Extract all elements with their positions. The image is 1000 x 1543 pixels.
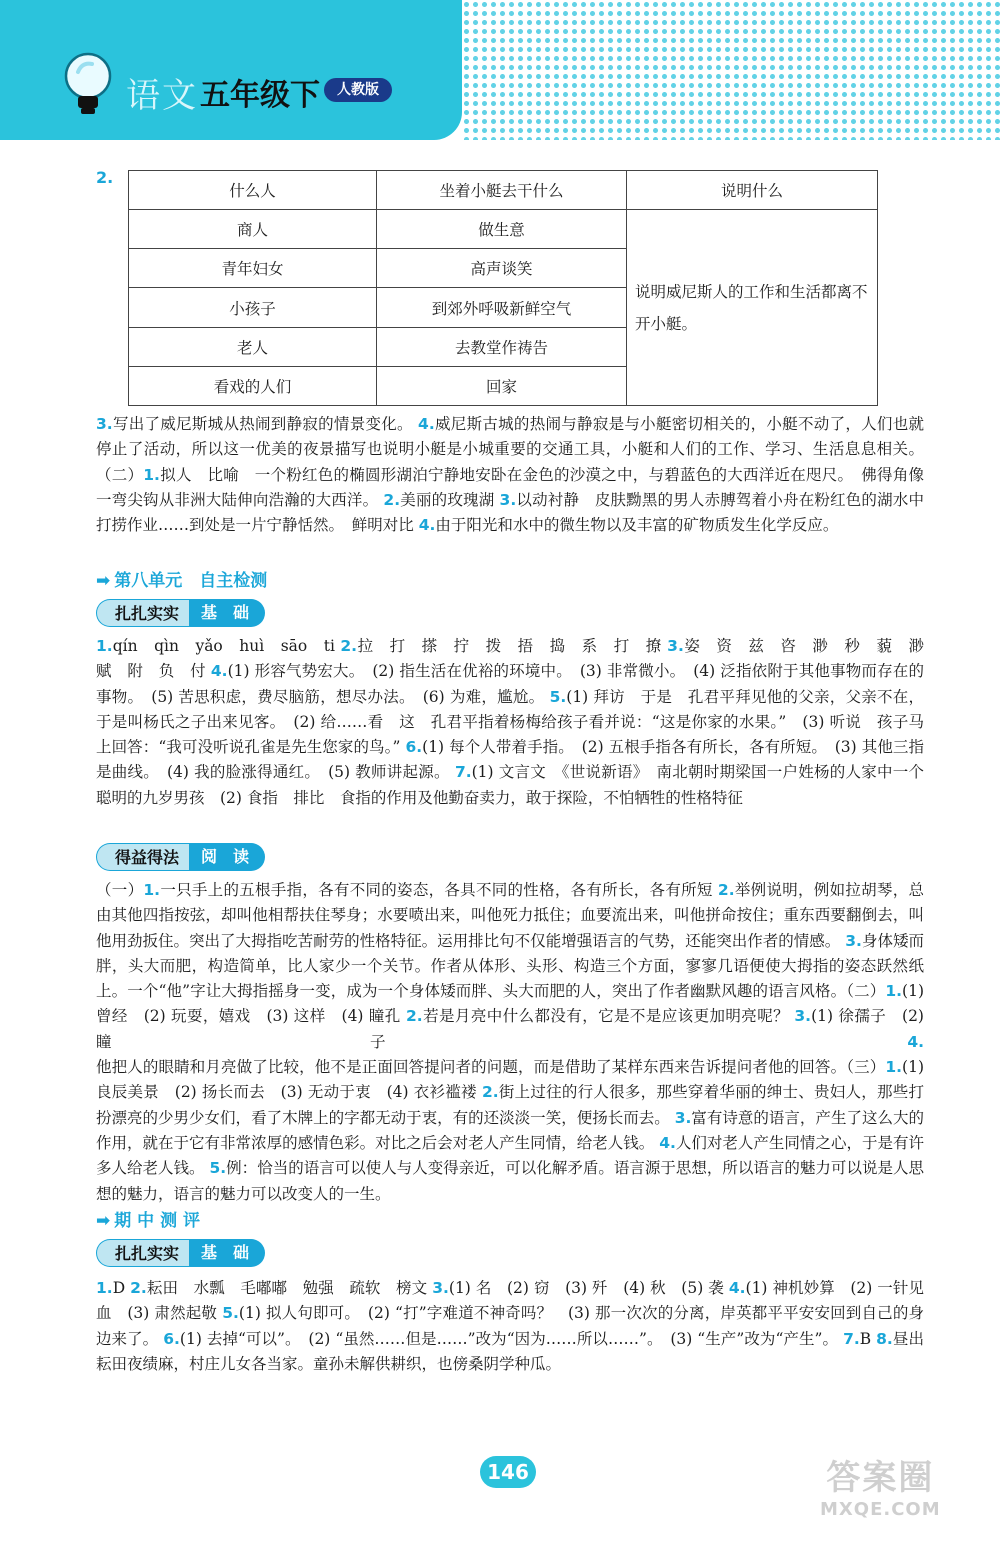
question-number: 2. <box>717 881 735 899</box>
answer-table <box>128 170 878 406</box>
table-header-cell: 坐着小艇去干什么 <box>377 171 627 210</box>
question-number: 1. <box>143 465 160 484</box>
page-number: 146 <box>480 1456 536 1488</box>
answer-text: 写出了威尼斯城从热闹到静寂的情景变化。 <box>112 415 413 433</box>
question-number: 3. <box>674 1108 692 1127</box>
question-number: 1. <box>143 881 161 899</box>
section-tag-left: 得益得法 <box>96 843 189 871</box>
answer-text: D <box>112 1279 126 1297</box>
answer-text: B <box>859 1329 872 1348</box>
unit-8-title <box>96 566 267 591</box>
question-number: 4. <box>907 1032 924 1051</box>
answer-text: (1) 曾经 (2) 玩耍，嬉戏 (3) 这样 (4) 瞳孔 <box>96 982 924 1026</box>
table-header-cell: 什么人 <box>129 171 377 210</box>
answer-text: 举例说明，例如拉胡琴，总由其他四指按弦，却叫他相帮扶住琴身；水要喷出来，叫他死力抵住；血要流出来，叫他拼命按住；重东西要翻倒去，叫他用劲扳住。突出了大拇指吃苦耐劳的性格特征。运用排比句不仅能增强语言的气势，还能突出作者的情感。 <box>96 881 924 950</box>
question-number: 5. <box>209 1159 227 1178</box>
answer-text: (1) 去掉“可以”。 (2) “虽然……但是……”改为“因为……所以……”。 (3) “生产”改为“产生”。 <box>179 1329 839 1348</box>
question-number: 4. <box>418 516 436 535</box>
question-number: 4. <box>418 415 435 433</box>
question-number: 5. <box>222 1304 239 1323</box>
answer-text: (1) 徐孺子 (2) 瞳子 <box>96 1007 924 1051</box>
question-number: 3. <box>96 415 113 433</box>
table-cell: 青年妇女 <box>129 249 377 288</box>
table-header-cell: 说明什么 <box>627 171 878 210</box>
question-number: 2. <box>383 490 401 509</box>
watermark-text: 答案圈 <box>826 1458 935 1498</box>
table-row <box>129 210 878 249</box>
midterm-title <box>96 1206 200 1231</box>
answer-text: 姿 资 兹 咨 渺 秒 藐 渺 赋 附 负 付 <box>96 637 940 681</box>
answers-paragraph-1 <box>96 412 924 538</box>
arrow-right-icon: ➡ <box>96 1211 111 1231</box>
question-number: 3. <box>794 1007 812 1026</box>
section-tag-right: 阅 读 <box>189 843 265 871</box>
answer-text: (1) 神机妙算 (2) 一针见血 (3) 肃然起敬 <box>96 1279 924 1323</box>
answer-text: (1) 拜访 于是 孔君平拜见他的父亲，父亲不在，于是叫杨氏之子出来见客。 (2) 给……看 这 孔君平指着杨梅给孩子看并说：“这是你家的水果。” (3) 听说 孩子马上回答：“我可没听说孔雀是先生您家的鸟。” <box>96 687 924 757</box>
answer-text: 拟人 比喻 一个粉红色的椭圆形湖泊宁静地安卧在金色的沙漠之中，与碧蓝色的大西洋近在咫尺。 佛得角像一弯尖钩从非洲大陆伸向浩瀚的大西洋。 <box>96 465 924 509</box>
subject-label: 语文 <box>126 76 198 116</box>
answer-text: 威尼斯古城的热闹与静寂是与小艇密切相关的，小艇不动了，人们也就停止了活动，所以这一优美的夜景描写也说明小艇是小城重要的交通工具，小艇和人们的工作、学习、生活息息相关。（二） <box>96 415 924 484</box>
grade-label: 五年级下 <box>200 78 320 113</box>
question-number: 2. <box>130 1279 147 1297</box>
answer-text: 若是月亮中什么都没有，它是不是应该更加明亮呢？ <box>422 1007 790 1026</box>
table-cell: 回家 <box>377 366 627 405</box>
section-tag-right: 基 础 <box>189 1239 265 1267</box>
question-number: 3. <box>499 490 517 509</box>
answer-text: (1) 形容气势宏大。 (2) 指生活在优裕的环境中。 (3) 非常微小。 (4) 泛指依附于其他事物而存在的事物。 (5) 苦思积虑，费尽脑筋，想尽办法。 (6) 为难，尴尬。 <box>96 662 924 706</box>
question-2-number: 2. <box>96 168 114 187</box>
question-number: 4. <box>210 662 228 681</box>
table-cell: 到郊外呼吸新鲜空气 <box>377 288 627 327</box>
question-number: 1. <box>96 1279 113 1297</box>
question-number: 3. <box>432 1279 449 1297</box>
question-number: 6. <box>405 738 423 757</box>
answer-text: (1) 每个人带着手指。 (2) 五根手指各有所长，各有所短。 (3) 其他三指是曲线。 (4) 我的脸涨得通红。 (5) 教师讲起源。 <box>96 738 925 782</box>
table-cell: 小孩子 <box>129 288 377 327</box>
question-number: 7. <box>454 763 472 782</box>
answer-text: （一） <box>96 881 144 899</box>
question-number: 2. <box>481 1083 499 1102</box>
answer-text: 一只手上的五根手指，各有不同的姿态，各具不同的性格，各有所长，各有所短 <box>160 881 713 899</box>
answer-text: 美丽的玫瑰湖 <box>400 490 495 509</box>
question-number: 3. <box>667 637 684 655</box>
section-tag-right: 基 础 <box>189 599 265 627</box>
question-number: 1. <box>885 1058 903 1077</box>
answer-text: 耘田 水瓢 毛嘟嘟 勉强 疏软 榜文 <box>146 1279 428 1297</box>
answer-text: 他把人的眼睛和月亮做了比较，他不是正面回答提问者的问题，而是借助了某样东西来告诉提问者他的回答。（三） <box>96 1058 886 1077</box>
table-cell: 商人 <box>129 210 377 249</box>
header-dot-pattern <box>462 0 1000 140</box>
question-number: 2. <box>340 637 358 655</box>
table-cell: 去教堂作祷告 <box>377 327 627 366</box>
answer-text: (1) 良辰美景 (2) 扬长而去 (3) 无动于衷 (4) 衣衫褴褛 <box>96 1058 924 1102</box>
answer-text: 拉 打 搽 拧 拨 捂 捣 系 打 撩 <box>357 637 662 655</box>
answer-text: 富有诗意的语言，产生了这么大的作用，就在于它有非常浓厚的感情色彩。对比之后会对老人产生同情，给老人钱。 <box>96 1108 924 1152</box>
midterm-title-text: 期 中 测 评 <box>114 1211 201 1231</box>
section-tag-basics <box>96 598 265 628</box>
reading-answers <box>96 878 924 1207</box>
table-cell: 看戏的人们 <box>129 366 377 405</box>
midterm-answers <box>96 1276 924 1377</box>
question-number: 2. <box>405 1007 423 1026</box>
table-merged-cell: 说明威尼斯人的工作和生活都离不开小艇。 <box>627 210 878 406</box>
question-number: 3. <box>845 931 862 950</box>
unit-8-basics-answers <box>96 634 940 811</box>
answer-text: (1) 文言文 《世说新语》 南北朝时期梁国一户姓杨的人家中一个聪明的九岁男孩 (2) 食指 排比 食指的作用及他勤奋卖力，敢于探险，不怕牺牲的性格特征 <box>96 763 924 807</box>
answer-text: 人们对老人产生同情之心，于是有许多人给老人钱。 <box>96 1133 924 1178</box>
table-cell: 做生意 <box>377 210 627 249</box>
answer-text: (1) 拟人句即可。 (2) “打”字难道不神奇吗？ (3) 那一次次的分离，岸英都平平安安回到自己的身边来了。 <box>96 1304 924 1348</box>
answer-text: 昼出耘田夜绩麻，村庄儿女各当家。童孙未解供耕织，也傍桑阴学种瓜。 <box>96 1329 924 1373</box>
answer-text: 由于阳光和水中的微生物以及丰富的矿物质发生化学反应。 <box>435 516 839 535</box>
question-number: 1. <box>885 982 903 1001</box>
section-tag-left: 扎扎实实 <box>96 599 189 627</box>
question-number: 1. <box>96 637 113 655</box>
edition-badge: 人教版 <box>324 78 392 102</box>
answer-text: 以动衬静 皮肤黝黑的男人赤膊驾着小舟在粉红色的湖水中打捞作业……到处是一片宁静恬然。 鲜明对比 <box>96 490 924 535</box>
answer-text: (1) 名 (2) 窃 (3) 歼 (4) 秋 (5) 袭 <box>448 1279 724 1297</box>
question-number: 6. <box>163 1329 180 1348</box>
section-tag-reading <box>96 842 265 872</box>
page-header <box>0 0 1000 150</box>
section-tag-left: 扎扎实实 <box>96 1239 189 1267</box>
question-number: 5. <box>549 687 567 706</box>
lightbulb-icon <box>58 50 118 116</box>
table-cell: 老人 <box>129 327 377 366</box>
table-header-row <box>129 171 878 210</box>
question-number: 7. <box>843 1329 860 1348</box>
answer-text: 街上过往的行人很多，那些穿着华丽的绅士、贵妇人，那些打扮漂亮的少男少女们，看了木牌上的字都无动于衷，有的还淡淡一笑，便扬长而去。 <box>96 1083 924 1127</box>
watermark-url: MXQE.COM <box>820 1499 941 1520</box>
section-tag-basics <box>96 1238 265 1268</box>
question-number: 4. <box>728 1279 746 1297</box>
answer-text: qín qìn yǎo huì sāo ti <box>112 637 335 655</box>
table-cell: 高声谈笑 <box>377 249 627 288</box>
unit-8-title-text: 第八单元 自主检测 <box>114 571 268 591</box>
question-number: 4. <box>659 1133 676 1152</box>
answer-text: 身体矮而胖，头大而肥，构造简单，比人家少一个关节。作者从体形、头形、构造三个方面，寥寥几语便使大拇指的姿态跃然纸上。一个“他”字让大拇指摇身一变，成为一个身体矮而胖、头大而肥的人，突出了作者幽默风趣的语言风格。（二） <box>96 931 924 1001</box>
question-number: 8. <box>876 1329 893 1348</box>
watermark <box>820 1450 941 1520</box>
answer-text: 例：恰当的语言可以使人与人变得亲近，可以化解矛盾。语言源于思想，所以语言的魅力可以说是人思想的魅力，语言的魅力可以改变人的一生。 <box>96 1159 924 1203</box>
arrow-right-icon: ➡ <box>96 571 111 591</box>
